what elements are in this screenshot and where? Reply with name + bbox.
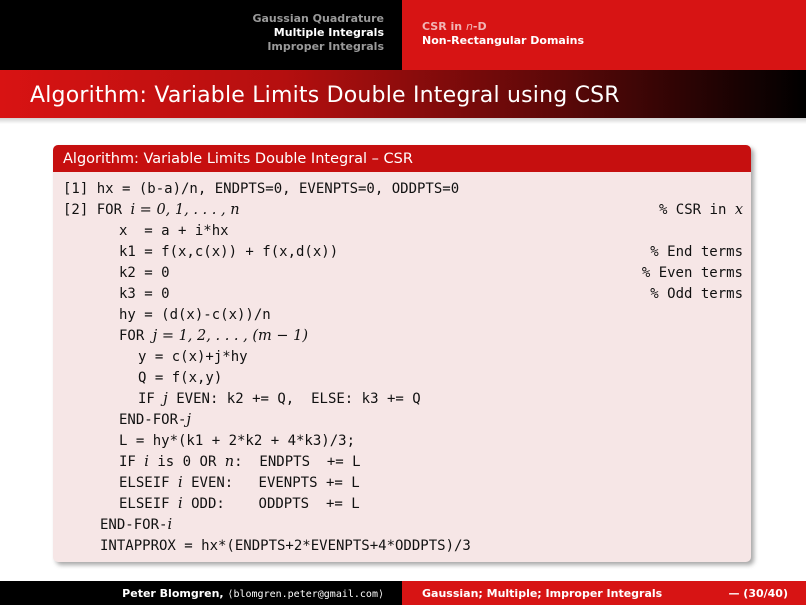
code-line-15 [53,473,751,494]
frame-title: Algorithm: Variable Limits Double Integral using CSR [0,70,806,118]
nav-csr-math: n [465,20,473,33]
code-segment: [2] FOR [63,202,131,218]
code-segment: ELSEIF [119,496,179,512]
code-line-16 [53,494,751,515]
code-segment: EVEN: k2 += Q, ELSE: k3 += Q [167,391,421,407]
code-text: k2 = 0 [119,265,170,281]
math-expression: j [186,412,191,428]
math-expression: i = 0, 1, . . . , n [130,202,240,218]
code-line-13 [53,431,751,452]
code-text: y = c(x)+j*hy [138,349,248,365]
short-title: Gaussian; Multiple; Improper Integrals [422,587,663,600]
algorithm-block [53,145,751,562]
section-nav [0,0,402,70]
math-expression: x [734,202,743,218]
math-expression: n [224,454,235,470]
code-line-1 [53,179,751,200]
code-line-7 [53,305,751,326]
footer [0,581,806,605]
code-text [63,200,240,221]
code-line-6 [53,284,751,305]
nav-improper-integrals[interactable]: Improper Integrals [267,40,384,53]
code-text: k1 = f(x,c(x)) + f(x,d(x)) [119,244,339,260]
code-segment: FOR [119,328,153,344]
nav-csr-nd[interactable] [422,20,806,34]
top-navigation [0,0,806,70]
nav-non-rectangular-domains[interactable]: Non-Rectangular Domains [422,34,584,47]
code-text [119,473,360,494]
code-segment: : ENDPTS += L [234,454,361,470]
code-text: L = hy*(k1 + 2*k2 + 4*k3)/3; [119,433,356,449]
code-segment: END-FOR- [119,412,187,428]
code-comment: % Even terms [641,265,743,281]
nav-csr-suffix: -D [472,20,487,33]
code-text [119,410,191,431]
code-line-4 [53,242,751,263]
code-comment [659,200,743,221]
code-segment: ODD: ODDPTS += L [182,496,360,512]
nav-gaussian-quadrature[interactable]: Gaussian Quadrature [252,12,384,25]
code-text: [1] hx = (b-a)/n, ENDPTS=0, EVENPTS=0, ODDPTS=0 [63,181,460,197]
code-text [100,515,172,536]
code-line-10 [53,368,751,389]
footer-author [0,581,402,605]
code-segment: END-FOR- [100,517,168,533]
code-line-17 [53,515,751,536]
code-text [119,452,361,473]
author-name: Peter Blomgren, [122,587,228,600]
code-line-8 [53,326,751,347]
code-segment: IF [138,391,164,407]
code-comment: % End terms [650,244,743,260]
math-expression: i [167,517,173,533]
code-text [138,389,421,410]
math-expression: i [178,496,183,512]
code-comment: % Odd terms [650,286,743,302]
code-line-3 [53,221,751,242]
code-text [119,326,308,347]
code-text: k3 = 0 [119,286,170,302]
title-shadow [0,118,806,124]
code-line-12 [53,410,751,431]
math-expression: j [163,391,168,407]
math-expression: j = 1, 2, . . . , (m − 1) [152,328,308,344]
algorithm-block-title: Algorithm: Variable Limits Double Integral – CSR [53,145,751,172]
subsection-nav [402,0,806,70]
nav-multiple-integrals[interactable]: Multiple Integrals [273,26,384,39]
code-line-2 [53,200,751,221]
code-segment: ELSEIF [119,475,179,491]
code-segment: IF [119,454,145,470]
math-expression: i [144,454,149,470]
code-line-18 [53,536,751,557]
page-number: — (30/40) [728,587,788,600]
code-segment: EVEN: EVENPTS += L [182,475,360,491]
code-text: Q = f(x,y) [138,370,223,386]
code-line-5 [53,263,751,284]
code-text [119,494,360,515]
math-expression: i [178,475,183,491]
comment-segment: % CSR in [658,202,735,218]
footer-title [402,581,806,605]
code-text: hy = (d(x)-c(x))/n [119,307,271,323]
code-segment: is 0 OR [148,454,225,470]
code-text: INTAPPROX = hx*(ENDPTS+2*EVENPTS+4*ODDPTS)/3 [100,538,471,554]
nav-csr-prefix: CSR in [422,20,466,33]
author-email[interactable]: ⟨blomgren.peter@gmail.com⟩ [227,589,384,600]
code-line-9 [53,347,751,368]
code-text: x = a + i*hx [119,223,229,239]
code-line-11 [53,389,751,410]
code-line-14 [53,452,751,473]
